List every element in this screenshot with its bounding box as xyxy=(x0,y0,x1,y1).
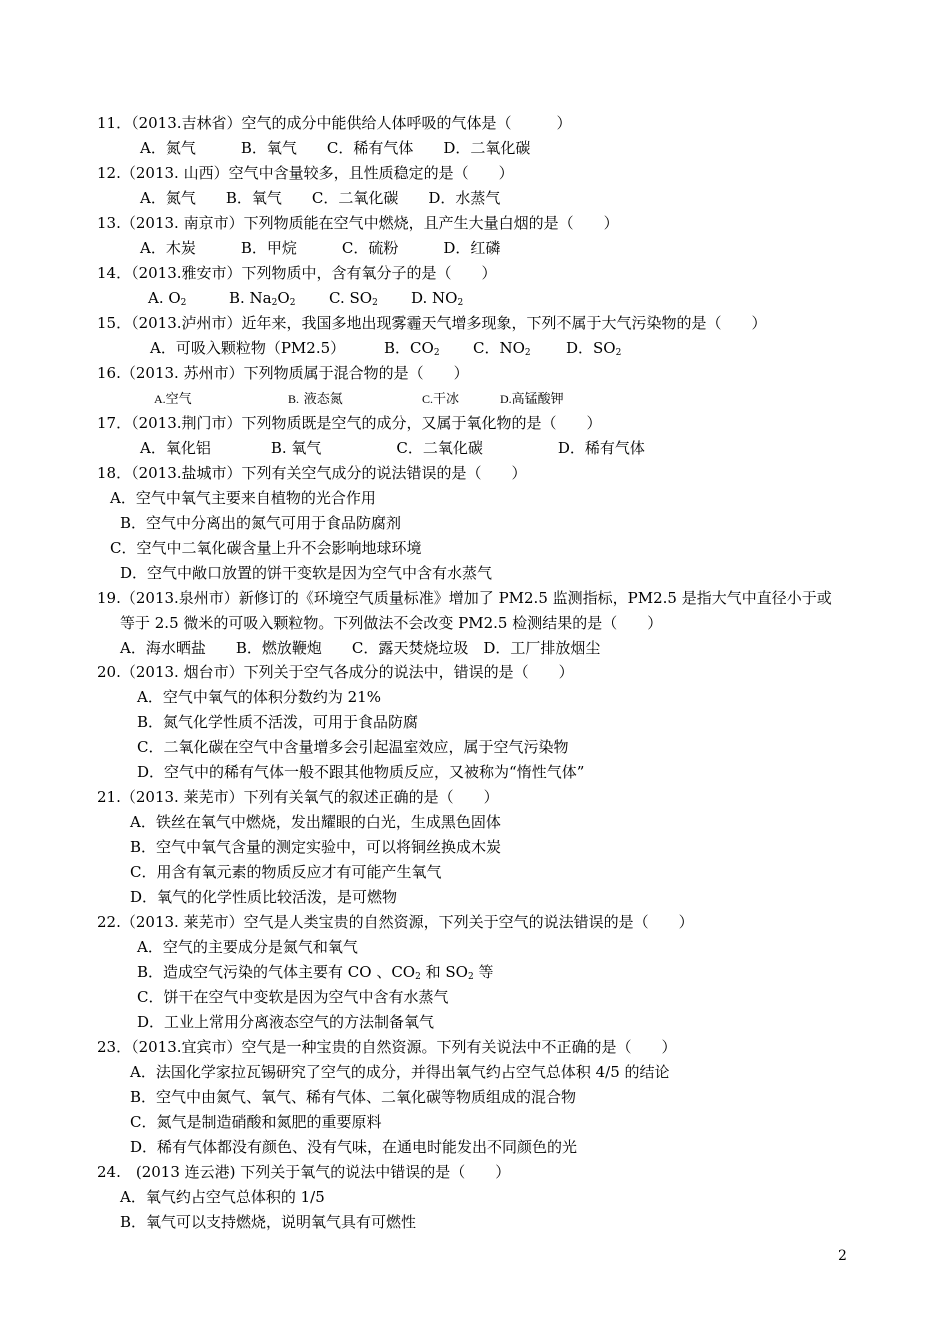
text-line: A．氧气约占空气总体积的 1/5 xyxy=(120,1188,325,1206)
text-line: 23．（2013.宜宾市）空气是一种宝贵的自然资源。下列有关说法中不正确的是（ ） xyxy=(97,1038,677,1056)
text-line: C．二氧化碳在空气中含量增多会引起温室效应，属于空气污染物 xyxy=(137,738,569,756)
q14-options xyxy=(0,288,950,308)
text-line: C．氮气是制造硝酸和氮肥的重要原料 xyxy=(130,1113,382,1131)
text-line: D．工业上常用分离液态空气的方法制备氧气 xyxy=(137,1013,435,1031)
text-line: A．空气中氧气的体积分数约为 21% xyxy=(137,688,381,706)
q16-option-a: A.空气 xyxy=(154,392,192,407)
text-line: 14．（2013.雅安市）下列物质中，含有氧分子的是（ ） xyxy=(97,264,497,282)
text-line: D．空气中敞口放置的饼干变软是因为空气中含有水蒸气 xyxy=(120,564,493,582)
text-line: C．用含有氧元素的物质反应才有可能产生氧气 xyxy=(130,863,442,881)
text-line: C．饼干在空气中变软是因为空气中含有水蒸气 xyxy=(137,988,449,1006)
text-line: C．空气中二氧化碳含量上升不会影响地球环境 xyxy=(110,539,422,557)
text-line: D．氧气的化学性质比较活泼，是可燃物 xyxy=(130,888,398,906)
text-line: 21.（2013. 莱芜市）下列有关氧气的叙述正确的是（ ） xyxy=(97,788,499,806)
q22-option-b: B．造成空气污染的气体主要有 CO 、$CO_2$ 和 $SO_2$ 等 xyxy=(137,963,494,982)
q16-options xyxy=(0,388,950,408)
text-line: A．木炭 B．甲烷 C．硫粉 D．红磷 xyxy=(140,239,501,257)
text-line: B．空气中氧气含量的测定实验中，可以将铜丝换成木炭 xyxy=(130,838,502,856)
text-line: A．法国化学家拉瓦锡研究了空气的成分，并得出氧气约占空气总体积 4/5 的结论 xyxy=(130,1063,670,1081)
text-line: 19.（2013.泉州市）新修订的《环境空气质量标准》增加了 PM2.5 监测指标，PM2.5 是指大气中直径小于或 xyxy=(97,589,832,607)
q15-option-b: B．$CO_2$ xyxy=(384,339,440,358)
text-line: A．空气的主要成分是氮气和氧气 xyxy=(137,938,358,956)
q14-option-a: A. $O_2$ xyxy=(148,289,187,308)
text-line: A．氧化铝 B. 氧气 C．二氧化碳 D．稀有气体 xyxy=(140,439,645,457)
q15-option-d: D．$SO_2$ xyxy=(566,339,622,358)
q14-option-b: B. $Na_2O_2$ xyxy=(229,289,296,308)
text-line: 12.（2013. 山西）空气中含量较多，且性质稳定的是（ ） xyxy=(97,164,514,182)
text-line: 16.（2013. 苏州市）下列物质属于混合物的是（ ） xyxy=(97,364,469,382)
page-number: 2 xyxy=(838,1248,847,1264)
text-line: 17．（2013.荆门市）下列物质既是空气的成分，又属于氧化物的是（ ） xyxy=(97,414,602,432)
text-line: 15．（2013.泸州市）近年来，我国多地出现雾霾天气增多现象，下列不属于大气污染物的是（ ） xyxy=(97,314,767,332)
text-line: A．氮气 B．氧气 C．稀有气体 D．二氧化碳 xyxy=(140,139,531,157)
text-line: D．稀有气体都没有颜色、没有气味，在通电时能发出不同颜色的光 xyxy=(130,1138,578,1156)
text-line: B．空气中分离出的氮气可用于食品防腐剂 xyxy=(120,514,402,532)
text-line: 18．（2013.盐城市）下列有关空气成分的说法错误的是（ ） xyxy=(97,464,527,482)
text-line: A．海水晒盐 B．燃放鞭炮 C．露天焚烧垃圾 D．工厂排放烟尘 xyxy=(120,639,601,657)
text-line: B．空气中由氮气、氧气、稀有气体、二氧化碳等物质组成的混合物 xyxy=(130,1088,577,1106)
q15-option-a: A．可吸入颗粒物（PM2.5） xyxy=(150,339,346,357)
text-line: 24. (2013 连云港) 下列关于氧气的说法中错误的是（ ） xyxy=(97,1163,511,1181)
text-line: A．氮气 B．氧气 C．二氧化碳 D．水蒸气 xyxy=(140,189,501,207)
q14-option-d: D. $NO_2$ xyxy=(411,289,464,308)
q16-option-d: D.高锰酸钾 xyxy=(500,392,564,407)
text-line: 20.（2013. 烟台市）下列关于空气各成分的说法中，错误的是（ ） xyxy=(97,663,574,681)
text-line: B．氮气化学性质不活泼，可用于食品防腐 xyxy=(137,713,419,731)
text-line: 11．（2013.吉林省）空气的成分中能供给人体呼吸的气体是（ ） xyxy=(97,114,572,132)
q15-options xyxy=(0,338,950,358)
text-line: A．空气中氧气主要来自植物的光合作用 xyxy=(110,489,376,507)
text-line: D．空气中的稀有气体一般不跟其他物质反应，又被称为“惰性气体” xyxy=(137,763,585,781)
q16-option-b: B. 液态氮 xyxy=(288,392,343,407)
text-line: 22.（2013. 莱芜市）空气是人类宝贵的自然资源，下列关于空气的说法错误的是（ ） xyxy=(97,913,694,931)
text-line: 13.（2013. 南京市）下列物质能在空气中燃烧，且产生大量白烟的是（ ） xyxy=(97,214,619,232)
text-line: 等于 2.5 微米的可吸入颗粒物。下列做法不会改变 PM2.5 检测结果的是（ ） xyxy=(120,614,663,632)
text-line: A．铁丝在氧气中燃烧，发出耀眼的白光，生成黑色固体 xyxy=(130,813,501,831)
text-line: B．氧气可以支持燃烧，说明氧气具有可燃性 xyxy=(120,1213,417,1231)
q15-option-c: C．$NO_2$ xyxy=(473,339,531,358)
q14-option-c: C. $SO_2$ xyxy=(329,289,378,308)
q16-option-c: C.干冰 xyxy=(422,392,460,407)
